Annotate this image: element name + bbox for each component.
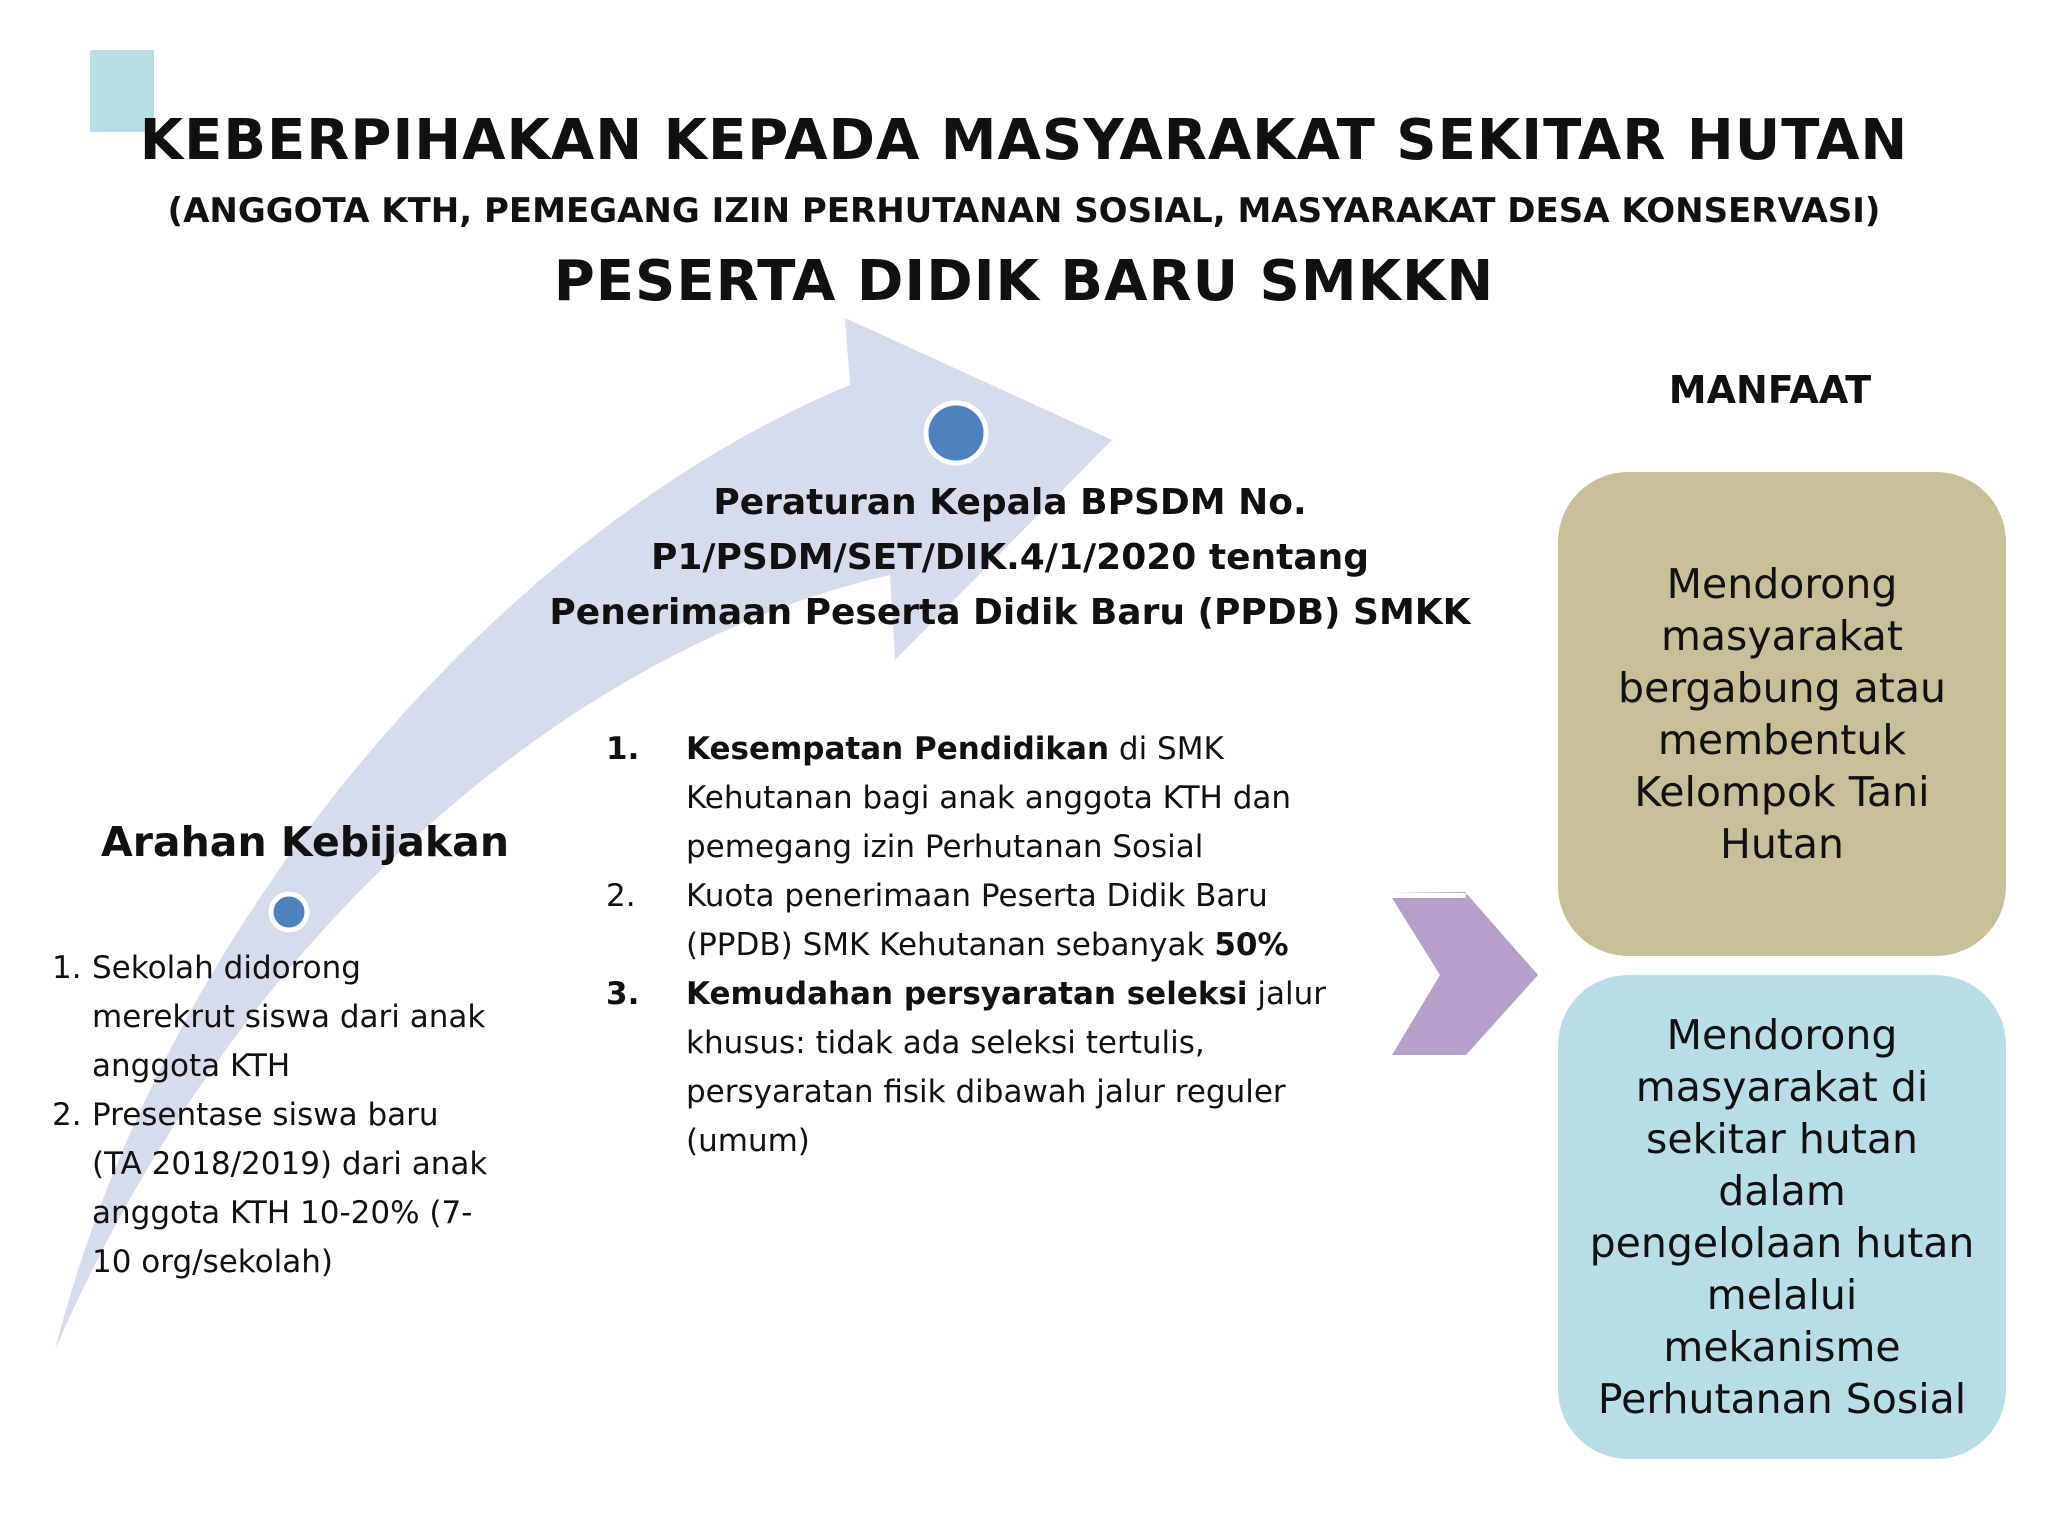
chevron-right-arrow [1392,893,1538,1055]
list-item-text: Sekolah didorong merekrut siswa dari anak anggota KTH [92,950,486,1084]
benefit-box-perhutanan-sosial [1558,975,2006,1459]
manfaat-label: MANFAAT [1668,368,1872,412]
list-item-bold: Kesempatan Pendidikan [686,731,1110,767]
list-item [606,872,1366,970]
regulation-line-3: Penerimaan Peserta Didik Baru (PPDB) SMKK [549,592,1471,633]
small-right-arrow [1392,893,1466,898]
list-item-number: 3. [606,976,640,1012]
page-subtitle: (ANGGOTA KTH, PEMEGANG IZIN PERHUTANAN SOSIAL, MASYARAKAT DESA KONSERVASI) [167,191,1881,231]
list-item-text: Presentase siswa baru (TA 2018/2019) dari anak anggota KTH 10-20% (7-10 org/sekolah) [92,1097,488,1280]
list-item [52,1091,492,1287]
regulation-line-1: Peraturan Kepala BPSDM No. [713,482,1307,523]
regulation-line-2: P1/PSDM/SET/DIK.4/1/2020 tentang [650,537,1370,578]
list-item [606,970,1366,1166]
page-title-secondary: PESERTA DIDIK BARU SMKKN [553,249,1495,314]
list-item-number: 1. [52,950,82,986]
list-item-text: di SMK Kehutanan bagi anak anggota KTH dan pemegang izin Perhutanan Sosial [686,731,1292,865]
arahan-heading: Arahan Kebijakan [100,818,510,866]
policy-list [606,725,1366,1166]
list-item-text: Kuota penerimaan Peserta Didik Baru (PPDB) SMK Kehutanan sebanyak [686,878,1268,963]
list-item [52,944,492,1091]
benefit-box-kth [1558,472,2006,956]
list-item-bold: Kemudahan persyaratan seleksi [686,976,1248,1012]
arahan-list [52,944,492,1287]
list-item [606,725,1366,872]
arrow-dot-bottom [271,894,307,930]
list-item-highlight: 50% [1214,927,1289,963]
benefit-text: Mendorong masyarakat di sekitar hutan dalam pengelolaan hutan melalui mekanisme Perhutanan Sosial [1589,1011,1975,1423]
list-item-text: jalur khusus: tidak ada seleksi tertulis, persyaratan fisik dibawah jalur reguler (umum) [686,976,1327,1159]
list-item-number: 1. [606,731,640,767]
list-item-number: 2. [52,1097,82,1133]
chevron-arrow [1392,892,1466,893]
regulation-text [500,475,1520,640]
page-title: KEBERPIHAKAN KEPADA MASYARAKAT SEKITAR HUTAN [139,108,1909,173]
list-item-number: 2. [606,878,636,914]
benefit-text: Mendorong masyarakat bergabung atau membentuk Kelompok Tani Hutan [1618,560,1946,868]
arrow-dot-top [926,403,986,463]
